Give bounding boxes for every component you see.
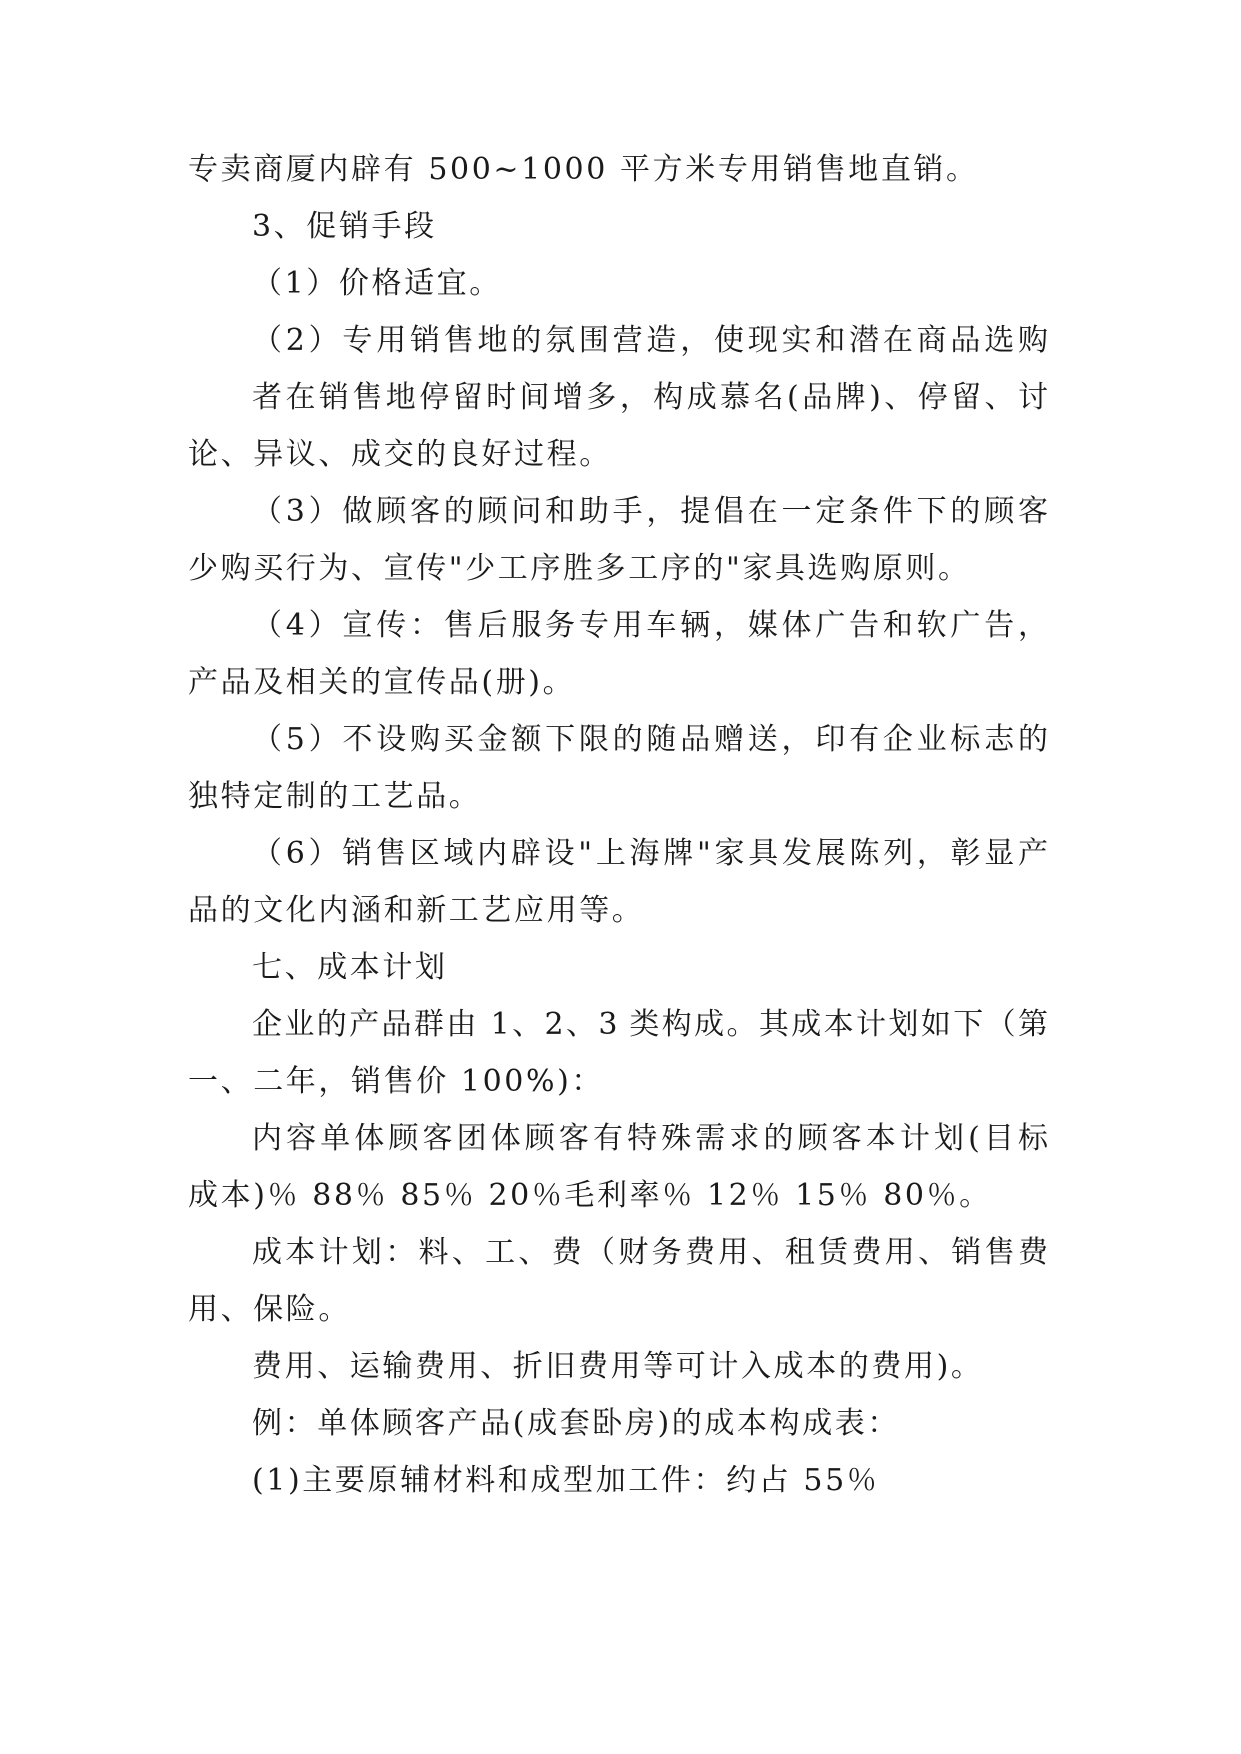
text-line: 品的文化内涵和新工艺应用等。 — [188, 893, 645, 928]
text-line: 成本)％ 88％ 85％ 20％毛利率％ 12％ 15％ 80％。 — [188, 1178, 992, 1213]
text-line: 论、异议、成交的良好过程。 — [188, 437, 612, 472]
section-heading: 3、促销手段 — [252, 209, 437, 244]
list-item: （2）专用销售地的氛围营造，使现实和潜在商品选购 — [252, 323, 1048, 358]
text-line: 产品及相关的宣传品(册)。 — [188, 665, 576, 700]
list-item: （6）销售区域内辟设"上海牌"家具发展陈列，彰显产 — [252, 836, 1048, 871]
text-line: 例：单体顾客产品(成套卧房)的成本构成表： — [252, 1406, 901, 1441]
text-line: (1)主要原辅材料和成型加工件：约占 55％ — [252, 1463, 880, 1498]
list-item: （5）不设购买金额下限的随品赠送，印有企业标志的 — [252, 722, 1048, 757]
text-line: 专卖商厦内辟有 500~1000 平方米专用销售地直销。 — [188, 152, 979, 187]
text-line: 成本计划：料、工、费（财务费用、租赁费用、销售费 — [252, 1235, 1048, 1270]
text-line: 内容单体顾客团体顾客有特殊需求的顾客本计划(目标 — [252, 1121, 1048, 1156]
list-item: （4）宣传：售后服务专用车辆，媒体广告和软广告， — [252, 608, 1048, 643]
text-line: 独特定制的工艺品。 — [188, 779, 482, 814]
text-line: 一、二年，销售价 100%)： — [188, 1064, 605, 1099]
text-line: 者在销售地停留时间增多，构成慕名(品牌)、停留、讨 — [252, 380, 1048, 415]
list-item: （3）做顾客的顾问和助手，提倡在一定条件下的顾客 — [252, 494, 1048, 529]
list-item: （1）价格适宜。 — [252, 266, 502, 301]
text-line: 企业的产品群由 1、2、3 类构成。其成本计划如下（第 — [252, 1007, 1048, 1042]
section-heading: 七、成本计划 — [252, 950, 448, 985]
text-line: 用、保险。 — [188, 1292, 351, 1327]
text-line: 费用、运输费用、折旧费用等可计入成本的费用)。 — [252, 1349, 984, 1384]
text-line: 少购买行为、宣传"少工序胜多工序的"家具选购原则。 — [188, 551, 971, 586]
